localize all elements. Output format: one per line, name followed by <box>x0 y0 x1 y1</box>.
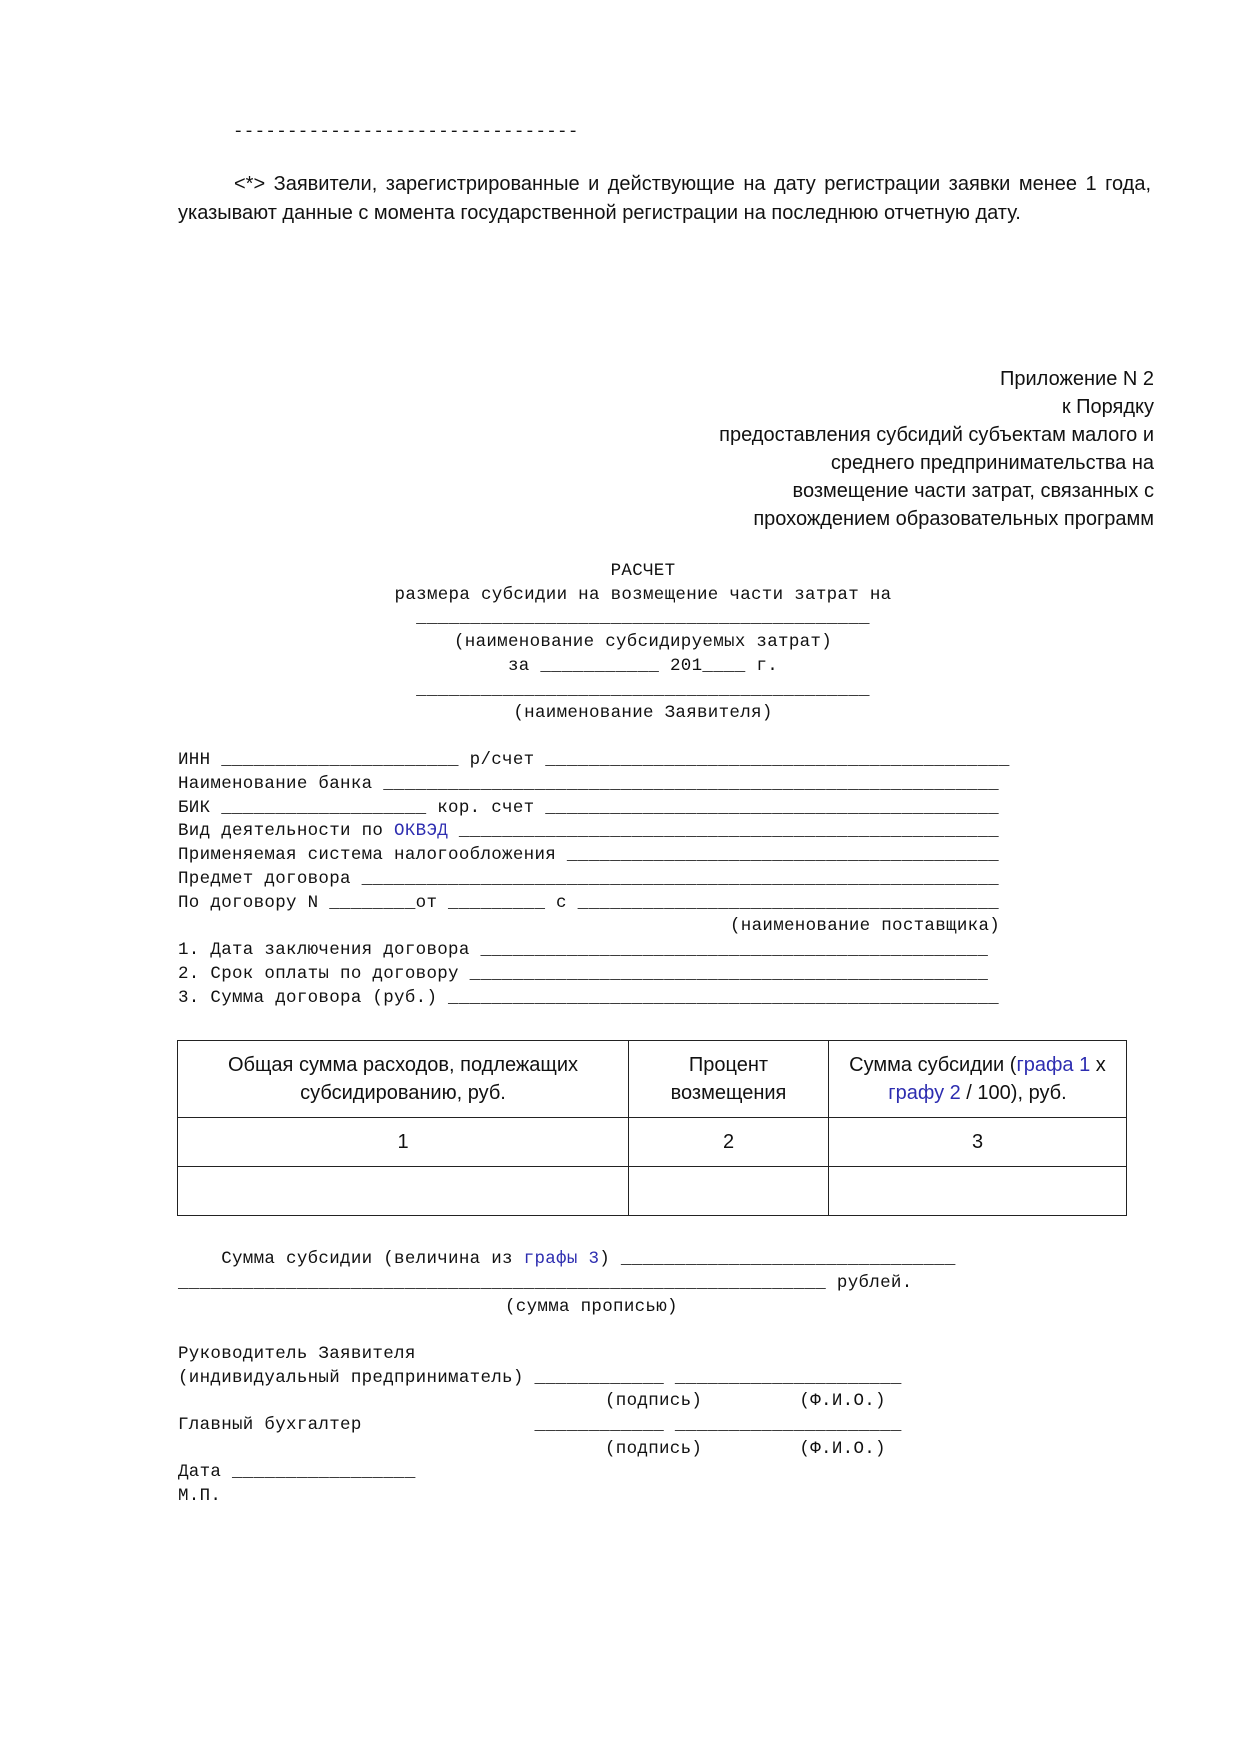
document-subtitle: размера субсидии на возмещение части затрат на <box>394 585 892 605</box>
table-number-row <box>178 1118 1127 1167</box>
appendix-line: предоставления субсидий субъектам малого и <box>719 424 1154 446</box>
contract-number-line: По договору N ________от _________ с _______________________________________ <box>178 893 999 913</box>
table-row <box>178 1167 1127 1216</box>
header-percent: Процент возмещения <box>629 1041 829 1118</box>
column-number: 1 <box>178 1118 629 1167</box>
appendix-line: возмещение части затрат, связанных с <box>792 480 1154 502</box>
column-number: 2 <box>629 1118 829 1167</box>
header-subsidy-mid: x <box>1090 1054 1106 1076</box>
appendix-line: среднего предпринимательства на <box>830 452 1154 474</box>
appendix-line: к Порядку <box>1061 396 1154 418</box>
tax-system-line: Применяемая система налогообложения ________________________________________ <box>178 845 999 865</box>
contract-sum-line: 3. Сумма договора (руб.) ___________________________________________________ <box>178 988 999 1008</box>
appendix-line: прохождением образовательных программ <box>753 508 1154 530</box>
signature-caption: (подпись) (Ф.И.О.) <box>605 1439 886 1459</box>
header-subsidy-prefix: Сумма субсидии ( <box>849 1054 1017 1076</box>
header-subsidy-suffix: / 100), руб. <box>960 1082 1067 1104</box>
supplier-caption: (наименование поставщика) <box>730 916 1001 936</box>
calculation-table <box>177 1040 1127 1216</box>
applicant-blank-line: __________________________________________ <box>416 680 870 700</box>
head-of-applicant-label: Руководитель Заявителя <box>178 1344 416 1364</box>
applicant-caption: (наименование Заявителя) <box>513 703 773 723</box>
inn-account-line: ИНН ______________________ р/счет ___________________________________________ <box>178 750 1010 770</box>
table-cell[interactable] <box>829 1167 1127 1216</box>
okved-link[interactable]: ОКВЭД <box>394 821 449 841</box>
column-1-link[interactable]: графа 1 <box>1016 1054 1091 1076</box>
document-title: РАСЧЕТ <box>610 561 676 581</box>
subsidy-sum-line <box>178 1249 956 1269</box>
appendix-block <box>719 365 1154 533</box>
table-cell[interactable] <box>178 1167 629 1216</box>
stamp-label: М.П. <box>178 1486 222 1506</box>
subsidy-sum-label: Сумма субсидии (величина из <box>178 1249 524 1269</box>
costs-blank-line: __________________________________________ <box>416 608 870 628</box>
footnote-separator: -------------------------------- <box>233 122 579 142</box>
bik-line: БИК ___________________ кор. счет __________________________________________ <box>178 798 999 818</box>
costs-caption: (наименование субсидируемых затрат) <box>453 632 833 652</box>
entrepreneur-signature-line: (индивидуальный предприниматель) ____________ _____________________ <box>178 1368 902 1388</box>
sum-in-words-caption: (сумма прописью) <box>505 1297 678 1317</box>
period-line: за ___________ 201____ г. <box>507 656 779 676</box>
table-cell[interactable] <box>629 1167 829 1216</box>
header-subsidy-sum <box>829 1041 1127 1118</box>
activity-line <box>178 821 999 841</box>
column-number: 3 <box>829 1118 1127 1167</box>
column-2-link[interactable]: графу 2 <box>888 1082 961 1104</box>
contract-date-line: 1. Дата заключения договора _______________________________________________ <box>178 940 989 960</box>
subsidy-sum-blank: ) _______________________________ <box>599 1249 956 1269</box>
appendix-line: Приложение N 2 <box>1000 368 1154 390</box>
payment-term-line: 2. Срок оплаты по договору ________________________________________________ <box>178 964 989 984</box>
contract-subject-line: Предмет договора ___________________________________________________________ <box>178 869 999 889</box>
activity-label: Вид деятельности по <box>178 821 395 841</box>
subsidy-sum-words-line: ____________________________________________________________ рублей. <box>178 1273 913 1293</box>
activity-blank: __________________________________________________ <box>448 821 999 841</box>
table-header-row <box>178 1041 1127 1118</box>
bank-name-line: Наименование банка _________________________________________________________ <box>178 774 999 794</box>
header-total-expenses: Общая сумма расходов, подлежащих субсидированию, руб. <box>178 1041 629 1118</box>
column-3-link[interactable]: графы 3 <box>523 1249 600 1269</box>
signature-caption: (подпись) (Ф.И.О.) <box>605 1391 886 1411</box>
date-line: Дата _________________ <box>178 1462 416 1482</box>
chief-accountant-line: Главный бухгалтер ____________ _____________________ <box>178 1415 902 1435</box>
footnote-text: <*> Заявители, зарегистрированные и действующие на дату регистрации заявки менее 1 года, указывают данные с момента государственной регистрации на последнюю отчетную дату. <box>178 173 1151 224</box>
